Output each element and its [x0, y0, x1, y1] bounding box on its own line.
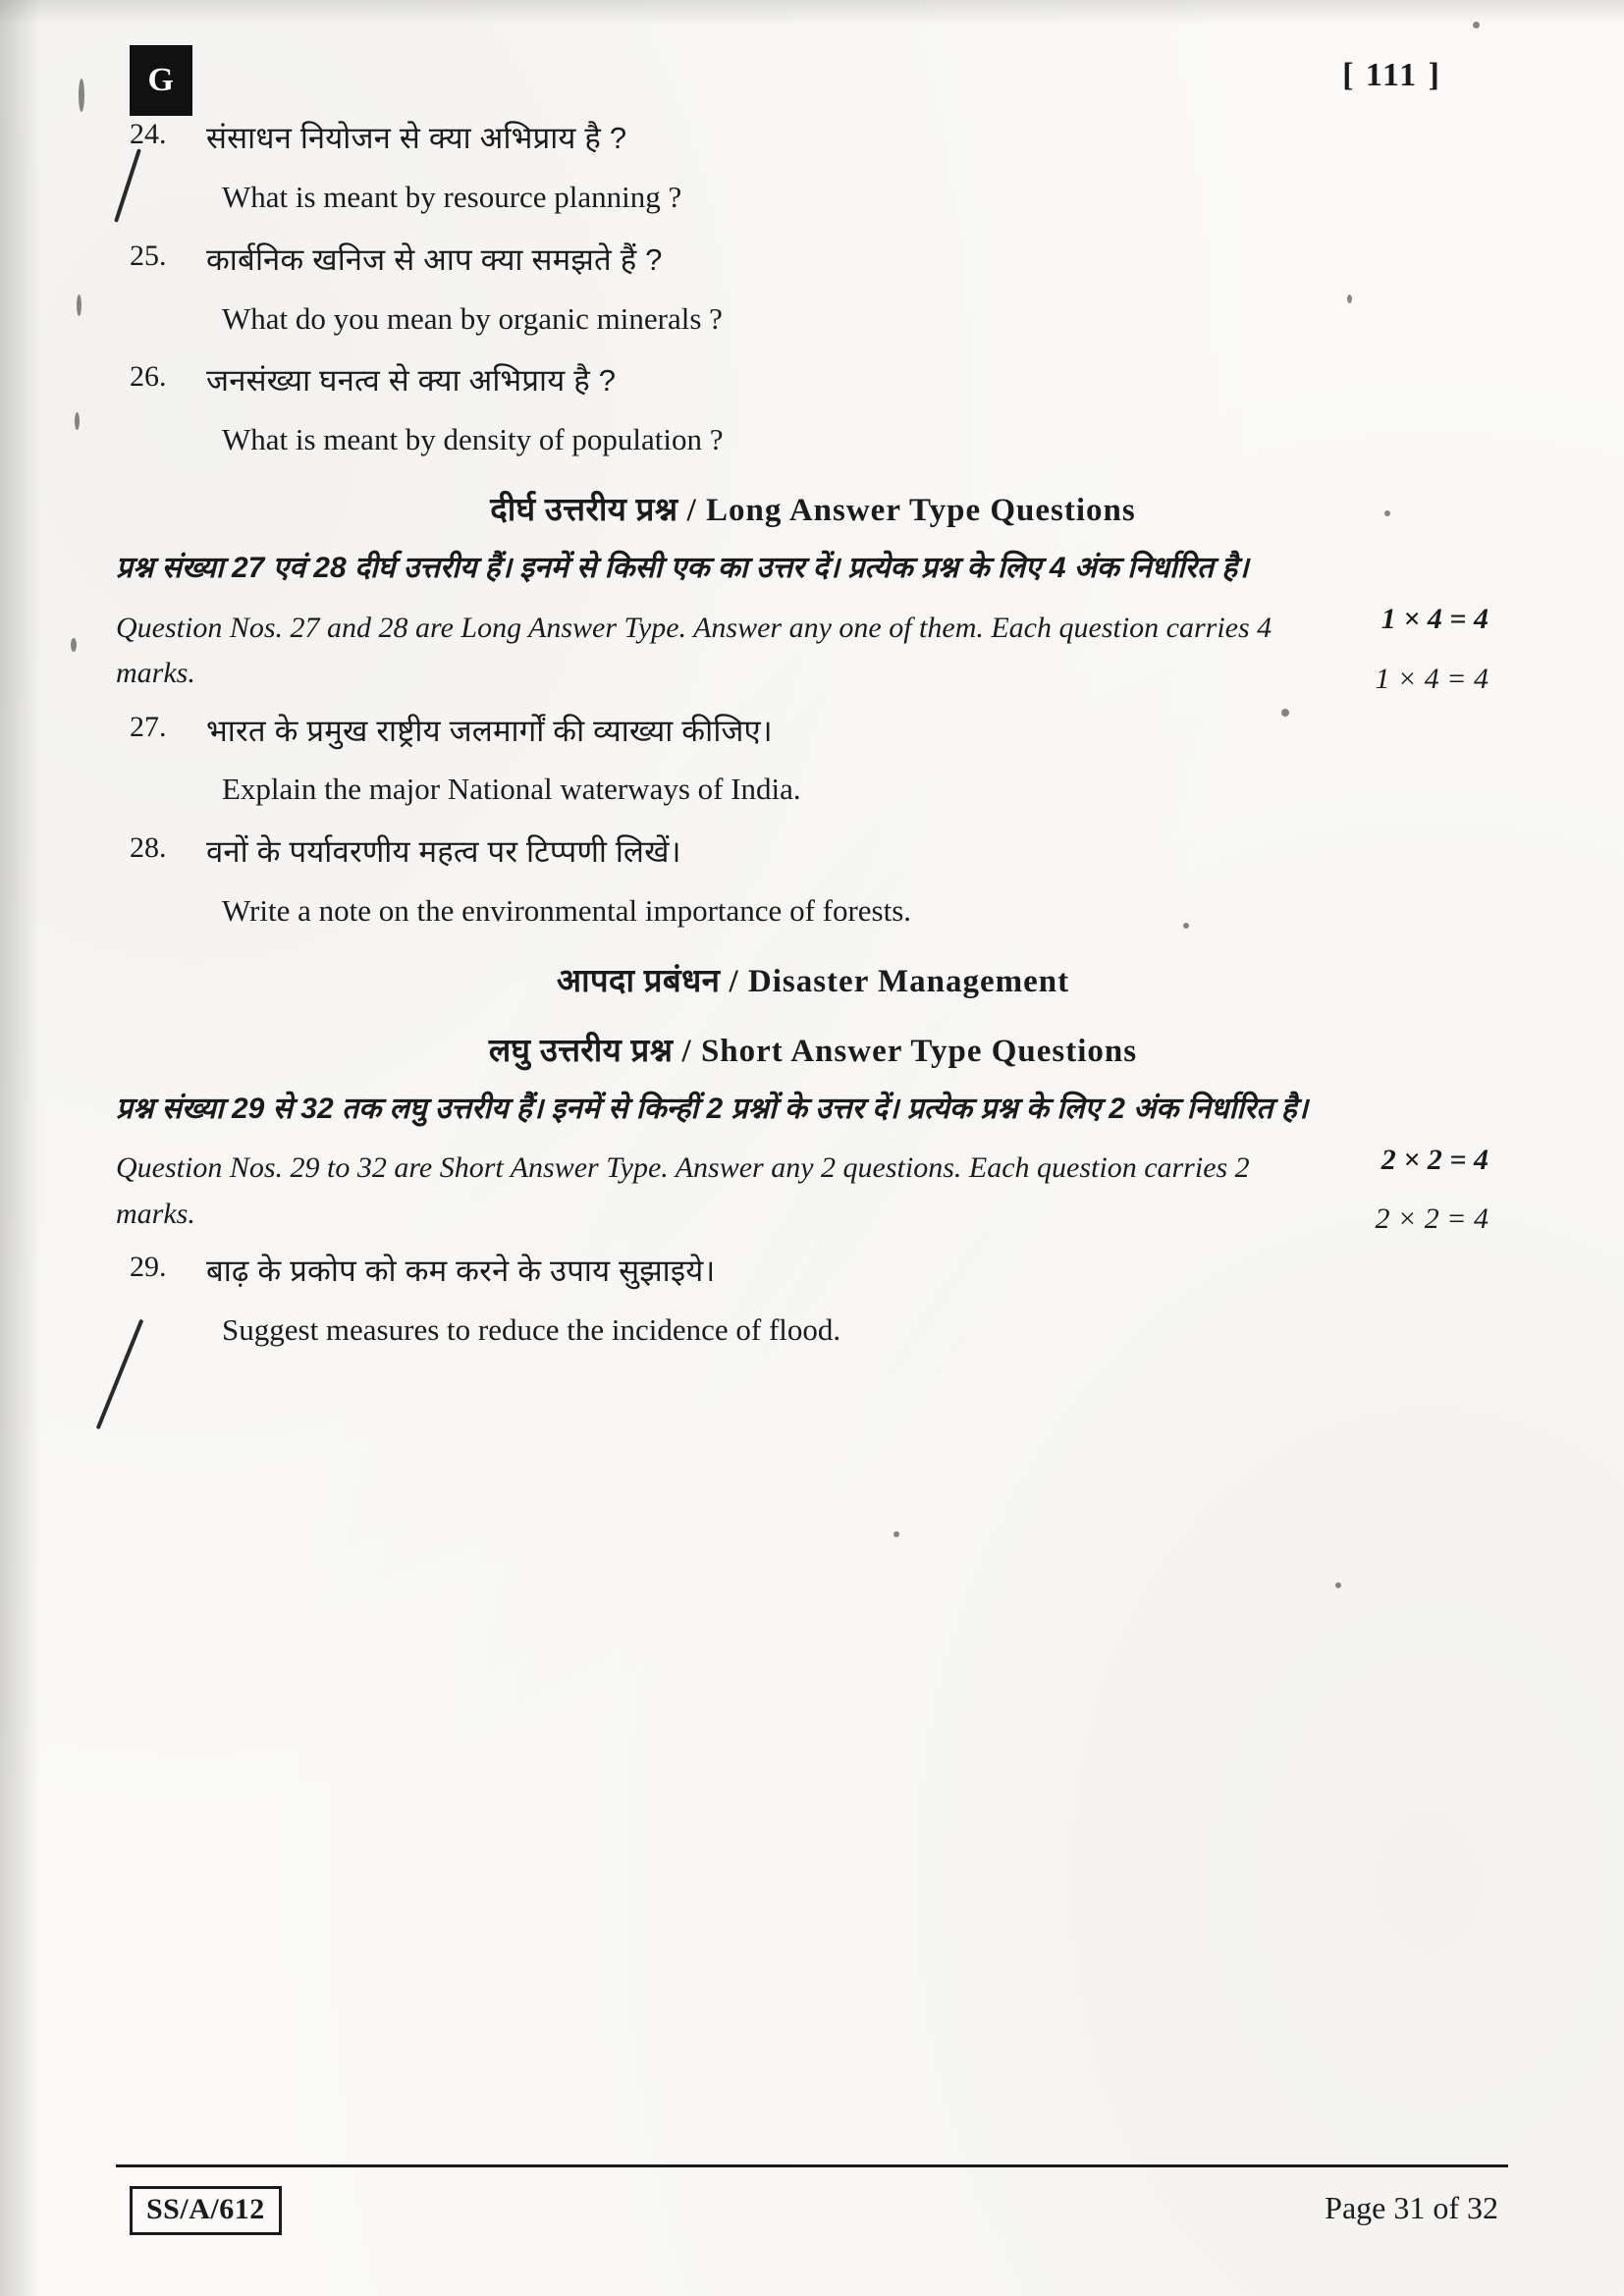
- question-26-hindi-text: जनसंख्या घनत्व से क्या अभिप्राय है ?: [206, 363, 617, 399]
- question-24-hindi-line: [116, 118, 1510, 159]
- question-25-number: 25.: [130, 239, 167, 272]
- footer-divider: [116, 2164, 1508, 2167]
- question-27: [116, 711, 1510, 811]
- disaster-heading-english: Disaster Management: [747, 963, 1070, 999]
- question-24-hindi-text: संसाधन नियोजन से क्या अभिप्राय है ?: [206, 121, 627, 155]
- scan-speckle: [79, 79, 84, 112]
- question-29-english-text: Suggest measures to reduce the incidence of flood.: [222, 1312, 841, 1348]
- question-28-number: 28.: [130, 831, 167, 865]
- question-26-hindi-line: [116, 360, 1510, 401]
- question-24-number: 24.: [130, 118, 167, 150]
- page-footer: [116, 2164, 1508, 2243]
- long-answer-heading-english: Long Answer Type Questions: [706, 493, 1136, 529]
- question-26-number: 26.: [130, 360, 167, 394]
- short-answer-instruction-hindi-text: प्रश्न संख्या 29 से 32 तक लघु उत्तरीय हैं। इनमें से किन्हीं 2 प्रश्नों के उत्तर दें। प्रत्येक प्रश्न के लिए 2 अंक निर्धारित है।: [116, 1092, 1309, 1125]
- disaster-heading-hindi: आपदा प्रबंधन: [556, 961, 721, 998]
- long-answer-hindi-marks: 1 × 4 = 4: [1380, 603, 1489, 636]
- paper-code-label: [ 111 ]: [1342, 57, 1441, 93]
- short-answer-hindi-marks: 2 × 2 = 4: [1380, 1143, 1489, 1176]
- short-answer-heading-english: Short Answer Type Questions: [700, 1033, 1138, 1069]
- long-answer-section-heading: [116, 486, 1510, 530]
- disaster-heading-separator: /: [720, 963, 748, 999]
- disaster-management-heading: [116, 957, 1510, 1001]
- long-answer-instruction-hindi: [116, 546, 1510, 636]
- short-answer-english-marks: 2 × 2 = 4: [1375, 1202, 1489, 1236]
- question-27-english-text: Explain the major National waterways of India.: [222, 772, 801, 807]
- set-code-badge: G: [130, 45, 192, 116]
- question-27-hindi-line: [116, 711, 1510, 752]
- scan-speckle: [71, 638, 77, 652]
- question-29-hindi-text: बाढ़ के प्रकोप को कम करने के उपाय सुझाइये।: [206, 1254, 716, 1289]
- long-answer-instruction-english: [116, 606, 1510, 697]
- scan-speckle: [75, 412, 80, 430]
- short-answer-section-heading: [116, 1027, 1510, 1071]
- question-25-english-text: What do you mean by organic minerals ?: [222, 300, 723, 336]
- short-answer-instruction-english-text: Question Nos. 29 to 32 are Short Answer Type. Answer any 2 questions. Each question carries 2 marks.: [116, 1151, 1250, 1230]
- question-27-number: 27.: [130, 710, 167, 743]
- short-answer-instruction-english: [116, 1146, 1510, 1237]
- question-25-hindi-line: [116, 240, 1510, 281]
- question-29-number: 29.: [130, 1251, 167, 1284]
- question-26: [116, 360, 1510, 460]
- page-header: [116, 27, 1510, 118]
- question-25: [116, 240, 1510, 340]
- question-27-hindi-text: भारत के प्रमुख राष्ट्रीय जलमार्गों की व्याख्या कीजिए।: [206, 713, 773, 748]
- question-28-hindi-line: [116, 831, 1510, 873]
- question-28-english-text: Write a note on the environmental importance of forests.: [222, 893, 912, 929]
- footer-page-number: Page 31 of 32: [1325, 2190, 1498, 2225]
- long-answer-instruction-hindi-text: प्रश्न संख्या 27 एवं 28 दीर्घ उत्तरीय हैं। इनमें से किसी एक का उत्तर दें। प्रत्येक प्रश्न के लिए 4 अंक निर्धारित है।: [116, 552, 1249, 585]
- question-24: [116, 118, 1510, 218]
- question-24-english-text: What is meant by resource planning ?: [222, 179, 682, 214]
- scan-edge-shadow-top: [0, 0, 1624, 26]
- page-content: [116, 27, 1510, 2256]
- question-29-hindi-line: [116, 1251, 1510, 1292]
- scan-speckle: [77, 294, 81, 316]
- question-25-hindi-text: कार्बनिक खनिज से आप क्या समझते हैं ?: [206, 241, 663, 277]
- question-28: [116, 831, 1510, 932]
- long-answer-english-marks: 1 × 4 = 4: [1375, 662, 1489, 695]
- question-28-hindi-text: वनों के पर्यावरणीय महत्व पर टिप्पणी लिखें।: [206, 834, 681, 870]
- long-answer-instruction-english-text: Question Nos. 27 and 28 are Long Answer Type. Answer any one of them. Each question carries 4 marks.: [116, 611, 1272, 690]
- short-answer-heading-hindi: लघु उत्तरीय प्रश्न: [488, 1031, 674, 1068]
- long-answer-heading-hindi: दीर्घ उत्तरीय प्रश्न: [490, 491, 678, 528]
- footer-paper-code: SS/A/612: [130, 2186, 282, 2235]
- scan-edge-shadow-left: [0, 0, 41, 2296]
- question-29: [116, 1251, 1510, 1351]
- short-answer-instruction-hindi: [116, 1087, 1510, 1176]
- short-answer-heading-separator: /: [673, 1033, 701, 1069]
- long-answer-heading-separator: /: [677, 493, 707, 529]
- question-26-english-text: What is meant by density of population ?: [222, 422, 724, 457]
